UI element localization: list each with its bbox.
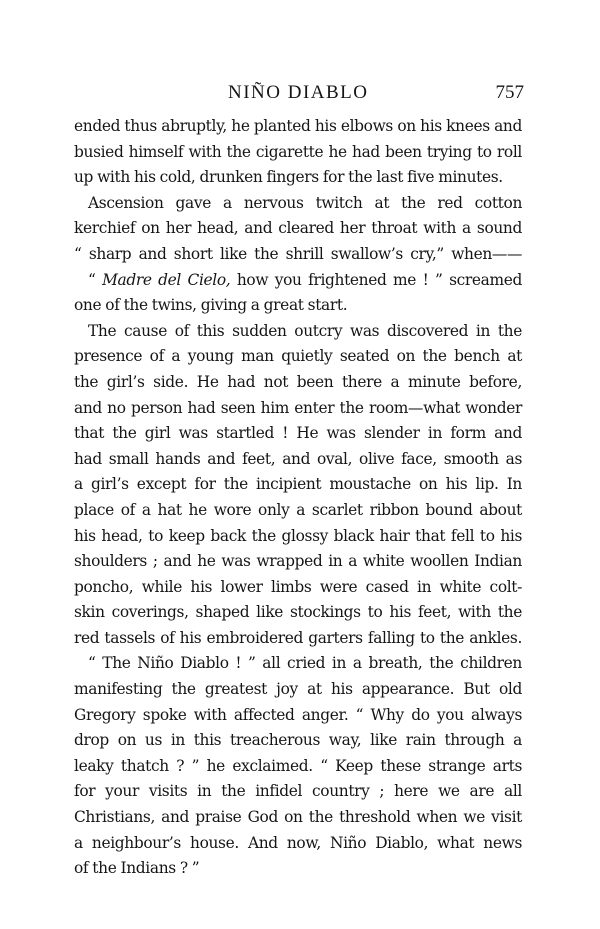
text-line: Gregory spoke with affected anger. “ Why do you always — [74, 705, 522, 724]
text-line: drop on us in this treacherous way, like rain through a — [74, 731, 522, 750]
text-line: for your visits in the infidel country ; here we are all — [74, 782, 522, 801]
body-text — [74, 114, 522, 882]
text-line: that the girl was startled ! He was slender in form and — [74, 424, 522, 443]
text-line: busied himself with the cigarette he had been trying to roll — [74, 142, 522, 161]
text-line: Christians, and praise God on the threshold when we visit — [74, 808, 522, 827]
text-line: poncho, while his lower limbs were cased in white colt- — [74, 577, 522, 596]
text-line: shoulders ; and he was wrapped in a white woollen Indian — [74, 552, 522, 571]
text-line: one of the twins, giving a great start. — [74, 296, 348, 315]
text-line: kerchief on her head, and cleared her throat with a sound — [74, 219, 522, 238]
text-line: and no person had seen him enter the room—what wonder — [74, 398, 522, 417]
line-remainder: how you frightened me ! ” screamed — [230, 270, 522, 289]
paragraph-4 — [74, 319, 522, 652]
text-line: had small hands and feet, and oval, olive face, smooth as — [74, 449, 522, 468]
text-line: his head, to keep back the glossy black hair that fell to his — [74, 526, 522, 545]
text-line: place of a hat he wore only a scarlet ribbon bound about — [74, 500, 522, 519]
text-line: “ The Niño Diablo ! ” all cried in a breath, the children — [88, 654, 522, 673]
text-line — [74, 268, 522, 294]
paragraph-2 — [74, 191, 522, 268]
paragraph-1 — [74, 114, 522, 191]
text-line: Ascension gave a nervous twitch at the red cotton — [88, 193, 522, 212]
text-line: manifesting the greatest joy at his appearance. But old — [74, 680, 522, 699]
running-title: NIÑO DIABLO — [228, 82, 369, 103]
text-line: leaky thatch ? ” he exclaimed. “ Keep these strange arts — [74, 756, 522, 775]
text-line: red tassels of his embroidered garters falling to the ankles. — [74, 628, 522, 647]
text-line: up with his cold, drunken fingers for the last five minutes. — [74, 168, 503, 187]
paragraph-3 — [74, 268, 522, 319]
italic-phrase: Madre del Cielo, — [102, 270, 231, 289]
paragraph-5 — [74, 651, 522, 881]
opening-quote: “ — [88, 270, 103, 289]
text-line: the girl’s side. He had not been there a minute before, — [74, 372, 522, 391]
text-line: a girl’s except for the incipient moustache on his lip. In — [74, 475, 522, 494]
text-line: presence of a young man quietly seated on the bench at — [74, 347, 522, 366]
page-header — [74, 82, 526, 110]
text-line: skin coverings, shaped like stockings to his feet, with the — [74, 603, 522, 622]
text-line: “ sharp and short like the shrill swallow’s cry,” when—— — [74, 244, 522, 263]
text-line: The cause of this sudden outcry was discovered in the — [88, 321, 522, 340]
text-line: of the Indians ? ” — [74, 859, 200, 878]
text-line: ended thus abruptly, he planted his elbows on his knees and — [74, 117, 522, 135]
text-line: a neighbour’s house. And now, Niño Diablo, what news — [74, 833, 522, 852]
page-number: 757 — [495, 82, 524, 103]
